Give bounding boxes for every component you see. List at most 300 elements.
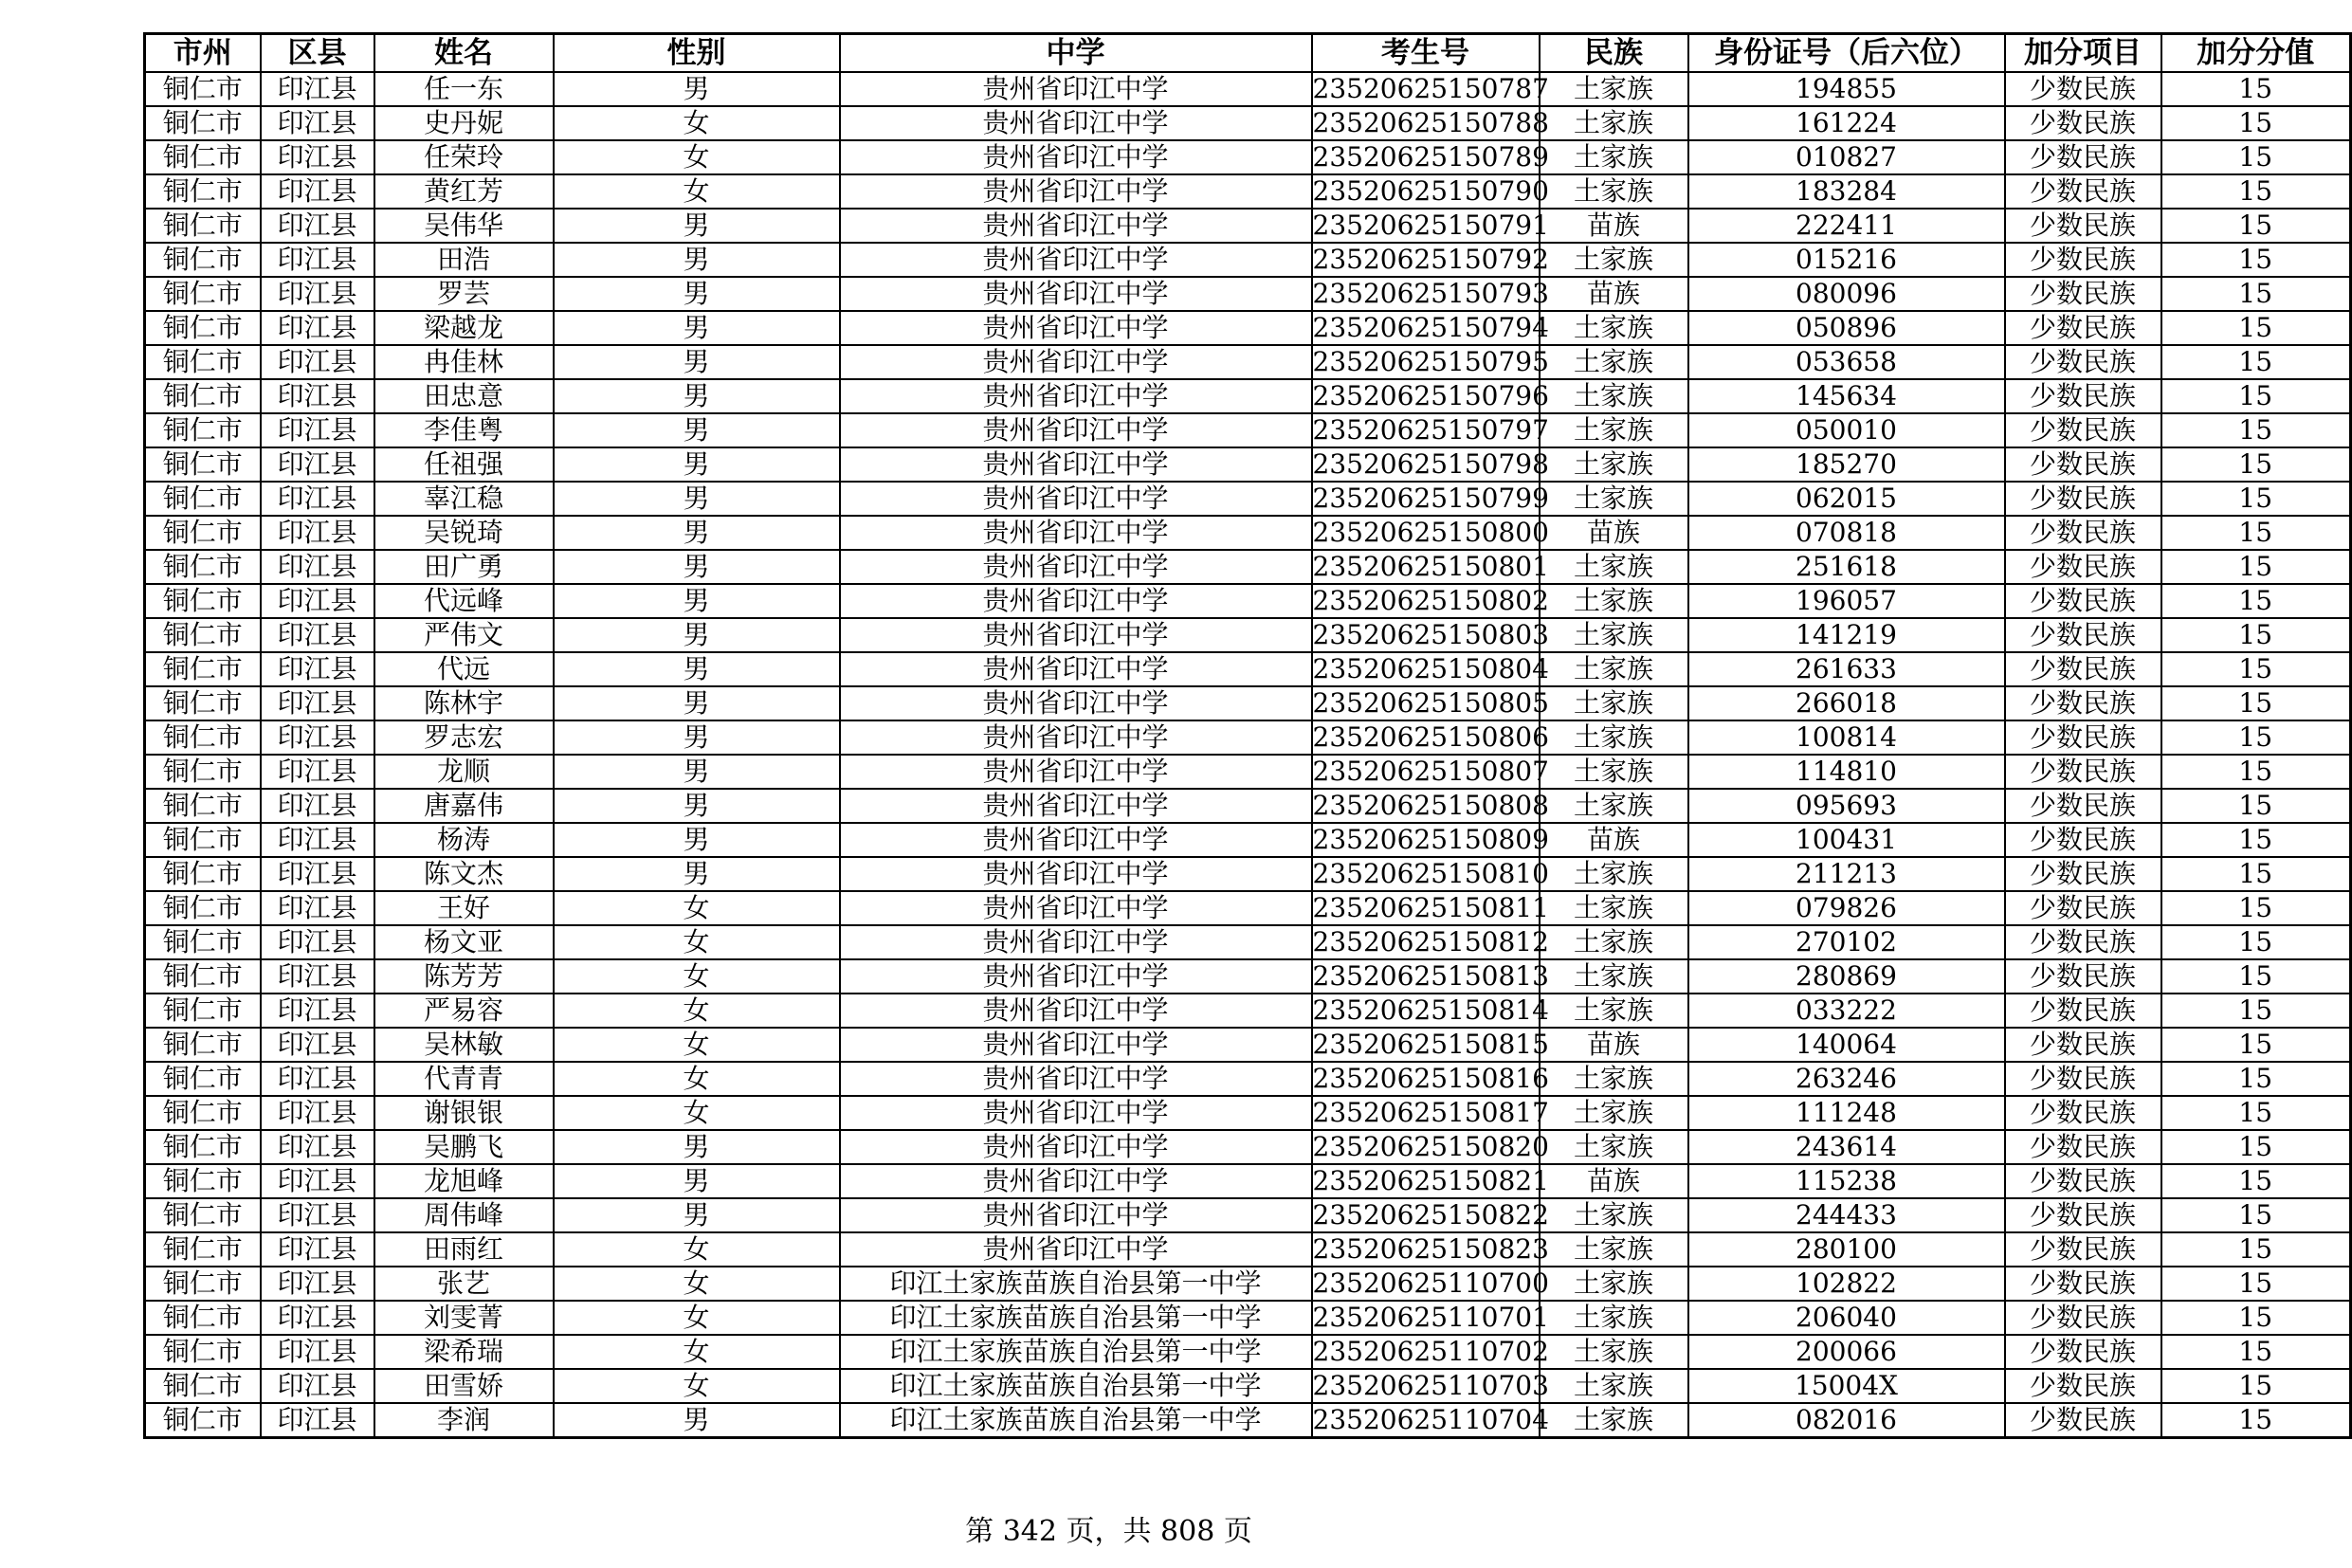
cell-city: 铜仁市 [145, 925, 261, 959]
cell-ethnicity: 土家族 [1540, 379, 1688, 413]
cell-gender: 男 [554, 413, 840, 447]
cell-school: 贵州省印江中学 [840, 1028, 1312, 1062]
cell-ethnicity: 土家族 [1540, 72, 1688, 106]
cell-id-last-six: 140064 [1688, 1028, 2005, 1062]
cell-school: 贵州省印江中学 [840, 686, 1312, 720]
cell-ethnicity: 土家族 [1540, 106, 1688, 140]
cell-id-last-six: 111248 [1688, 1096, 2005, 1130]
cell-gender: 女 [554, 891, 840, 925]
cell-school: 贵州省印江中学 [840, 174, 1312, 209]
cell-gender: 男 [554, 243, 840, 277]
cell-bonus-points: 15 [2161, 891, 2351, 925]
table-row [145, 140, 2351, 174]
table-row [145, 1335, 2351, 1369]
cell-gender: 女 [554, 1369, 840, 1403]
cell-city: 铜仁市 [145, 618, 261, 652]
cell-city: 铜仁市 [145, 823, 261, 857]
cell-school: 贵州省印江中学 [840, 1198, 1312, 1232]
cell-ethnicity: 土家族 [1540, 994, 1688, 1028]
cell-gender: 男 [554, 516, 840, 550]
cell-ethnicity: 土家族 [1540, 1403, 1688, 1438]
cell-gender: 男 [554, 447, 840, 482]
cell-bonus-points: 15 [2161, 311, 2351, 345]
cell-school: 贵州省印江中学 [840, 1130, 1312, 1164]
cell-school: 贵州省印江中学 [840, 1096, 1312, 1130]
cell-ethnicity: 土家族 [1540, 618, 1688, 652]
table-header [145, 34, 2351, 73]
table-row [145, 1301, 2351, 1335]
cell-id-last-six: 261633 [1688, 652, 2005, 686]
cell-bonus-points: 15 [2161, 1267, 2351, 1301]
cell-exam-number: 23520625150820 [1312, 1131, 1549, 1162]
cell-exam-number: 23520625150788 [1312, 107, 1549, 138]
table-row [145, 755, 2351, 789]
cell-name: 陈林宇 [374, 686, 554, 720]
table-row [145, 1028, 2351, 1062]
cell-name: 龙旭峰 [374, 1164, 554, 1198]
cell-name: 罗志宏 [374, 720, 554, 755]
cell-county: 印江县 [261, 447, 374, 482]
cell-exam-number: 23520625150822 [1312, 1199, 1549, 1231]
cell-id-last-six: 183284 [1688, 174, 2005, 209]
cell-bonus-item: 少数民族 [2005, 482, 2161, 516]
cell-ethnicity: 土家族 [1540, 891, 1688, 925]
cell-id-last-six: 244433 [1688, 1198, 2005, 1232]
cell-gender: 男 [554, 345, 840, 379]
cell-county: 印江县 [261, 72, 374, 106]
cell-city: 铜仁市 [145, 720, 261, 755]
cell-city: 铜仁市 [145, 1267, 261, 1301]
cell-exam-number: 23520625150796 [1312, 380, 1549, 411]
cell-id-last-six: 222411 [1688, 209, 2005, 243]
cell-county: 印江县 [261, 1198, 374, 1232]
header-exam-number: 考生号 [1312, 34, 1540, 73]
table-row [145, 345, 2351, 379]
cell-ethnicity: 土家族 [1540, 413, 1688, 447]
cell-bonus-points: 15 [2161, 413, 2351, 447]
cell-exam-number: 23520625150811 [1312, 892, 1549, 923]
cell-school: 贵州省印江中学 [840, 550, 1312, 584]
cell-school: 贵州省印江中学 [840, 209, 1312, 243]
cell-bonus-item: 少数民族 [2005, 755, 2161, 789]
cell-city: 铜仁市 [145, 891, 261, 925]
cell-id-last-six: 070818 [1688, 516, 2005, 550]
cell-school: 贵州省印江中学 [840, 823, 1312, 857]
cell-gender: 男 [554, 209, 840, 243]
cell-bonus-item: 少数民族 [2005, 243, 2161, 277]
cell-exam-number: 23520625150795 [1312, 346, 1549, 377]
cell-exam-number: 23520625150807 [1312, 756, 1549, 787]
table-row [145, 891, 2351, 925]
cell-county: 印江县 [261, 1062, 374, 1096]
cell-gender: 男 [554, 1130, 840, 1164]
cell-city: 铜仁市 [145, 1130, 261, 1164]
cell-gender: 男 [554, 277, 840, 311]
cell-id-last-six: 194855 [1688, 72, 2005, 106]
table-row [145, 1062, 2351, 1096]
cell-gender: 男 [554, 1403, 840, 1438]
table-row [145, 482, 2351, 516]
cell-exam-number: 23520625150790 [1312, 175, 1549, 207]
cell-bonus-item: 少数民族 [2005, 584, 2161, 618]
cell-bonus-item: 少数民族 [2005, 379, 2161, 413]
cell-bonus-points: 15 [2161, 1301, 2351, 1335]
cell-ethnicity: 苗族 [1540, 823, 1688, 857]
cell-name: 任一东 [374, 72, 554, 106]
cell-id-last-six: 206040 [1688, 1301, 2005, 1335]
cell-exam-number: 23520625150802 [1312, 585, 1549, 616]
cell-city: 铜仁市 [145, 1096, 261, 1130]
cell-city: 铜仁市 [145, 482, 261, 516]
cell-exam-number: 23520625110703 [1312, 1370, 1549, 1401]
cell-school: 贵州省印江中学 [840, 72, 1312, 106]
cell-bonus-item: 少数民族 [2005, 1028, 2161, 1062]
cell-bonus-points: 15 [2161, 584, 2351, 618]
cell-gender: 男 [554, 1164, 840, 1198]
cell-school: 印江土家族苗族自治县第一中学 [840, 1301, 1312, 1335]
header-gender: 性别 [554, 34, 840, 73]
cell-ethnicity: 土家族 [1540, 686, 1688, 720]
cell-city: 铜仁市 [145, 959, 261, 994]
cell-gender: 男 [554, 72, 840, 106]
cell-exam-number: 23520625150804 [1312, 653, 1549, 684]
table-row [145, 209, 2351, 243]
cell-bonus-item: 少数民族 [2005, 720, 2161, 755]
header-row [145, 34, 2351, 73]
cell-bonus-points: 15 [2161, 1232, 2351, 1267]
cell-bonus-item: 少数民族 [2005, 140, 2161, 174]
cell-school: 贵州省印江中学 [840, 1062, 1312, 1096]
table-row [145, 994, 2351, 1028]
table-row [145, 720, 2351, 755]
cell-ethnicity: 土家族 [1540, 140, 1688, 174]
cell-exam-number: 23520625150816 [1312, 1063, 1549, 1094]
table-row [145, 516, 2351, 550]
cell-exam-number: 23520625110704 [1312, 1403, 1540, 1438]
table-row [145, 243, 2351, 277]
cell-county: 印江县 [261, 1301, 374, 1335]
cell-ethnicity: 苗族 [1540, 209, 1688, 243]
cell-id-last-six: 263246 [1688, 1062, 2005, 1096]
cell-exam-number: 23520625150806 [1312, 721, 1549, 753]
cell-exam-number: 23520625150805 [1312, 687, 1549, 719]
table-row [145, 925, 2351, 959]
cell-school: 印江土家族苗族自治县第一中学 [840, 1403, 1312, 1438]
cell-bonus-item: 少数民族 [2005, 106, 2161, 140]
cell-ethnicity: 土家族 [1540, 925, 1688, 959]
cell-gender: 男 [554, 755, 840, 789]
cell-gender: 女 [554, 959, 840, 994]
cell-bonus-points: 15 [2161, 652, 2351, 686]
cell-city: 铜仁市 [145, 72, 261, 106]
cell-name: 李佳粤 [374, 413, 554, 447]
cell-bonus-points: 15 [2161, 243, 2351, 277]
cell-bonus-points: 15 [2161, 959, 2351, 994]
cell-bonus-points: 15 [2161, 857, 2351, 891]
cell-id-last-six: 145634 [1688, 379, 2005, 413]
cell-ethnicity: 土家族 [1540, 789, 1688, 823]
cell-bonus-points: 15 [2161, 1198, 2351, 1232]
table-row [145, 1232, 2351, 1267]
header-id-last-six: 身份证号（后六位） [1688, 34, 2005, 73]
cell-ethnicity: 土家族 [1540, 755, 1688, 789]
cell-city: 铜仁市 [145, 277, 261, 311]
table-row [145, 1369, 2351, 1403]
cell-county: 印江县 [261, 106, 374, 140]
cell-county: 印江县 [261, 1130, 374, 1164]
cell-county: 印江县 [261, 1232, 374, 1267]
cell-exam-number: 23520625150800 [1312, 517, 1549, 548]
cell-school: 贵州省印江中学 [840, 482, 1312, 516]
table-row [145, 584, 2351, 618]
cell-city: 铜仁市 [145, 1369, 261, 1403]
cell-name: 田忠意 [374, 379, 554, 413]
cell-school: 贵州省印江中学 [840, 584, 1312, 618]
cell-ethnicity: 土家族 [1540, 1130, 1688, 1164]
cell-school: 贵州省印江中学 [840, 755, 1312, 789]
table-row [145, 1403, 2351, 1438]
cell-ethnicity: 土家族 [1540, 1335, 1688, 1369]
table-row [145, 1198, 2351, 1232]
cell-county: 印江县 [261, 550, 374, 584]
cell-id-last-six: 095693 [1688, 789, 2005, 823]
cell-id-last-six: 100814 [1688, 720, 2005, 755]
cell-bonus-item: 少数民族 [2005, 891, 2161, 925]
table-row [145, 413, 2351, 447]
cell-gender: 女 [554, 1301, 840, 1335]
cell-bonus-item: 少数民族 [2005, 72, 2161, 106]
cell-county: 印江县 [261, 1403, 374, 1438]
table-row [145, 1130, 2351, 1164]
cell-id-last-six: 141219 [1688, 618, 2005, 652]
cell-bonus-item: 少数民族 [2005, 1232, 2161, 1267]
cell-gender: 女 [554, 925, 840, 959]
cell-bonus-points: 15 [2161, 1164, 2351, 1198]
cell-bonus-item: 少数民族 [2005, 823, 2161, 857]
cell-gender: 男 [554, 618, 840, 652]
table-row [145, 823, 2351, 857]
cell-exam-number: 23520625150810 [1312, 858, 1549, 889]
cell-id-last-six: 196057 [1688, 584, 2005, 618]
cell-gender: 男 [554, 789, 840, 823]
table-row [145, 1164, 2351, 1198]
cell-bonus-item: 少数民族 [2005, 447, 2161, 482]
cell-gender: 男 [554, 823, 840, 857]
cell-ethnicity: 土家族 [1540, 1096, 1688, 1130]
header-bonus-points: 加分分值 [2161, 34, 2351, 73]
cell-county: 印江县 [261, 516, 374, 550]
cell-bonus-item: 少数民族 [2005, 1062, 2161, 1096]
cell-bonus-points: 15 [2161, 1062, 2351, 1096]
cell-ethnicity: 土家族 [1540, 1301, 1688, 1335]
cell-bonus-points: 15 [2161, 516, 2351, 550]
cell-name: 周伟峰 [374, 1198, 554, 1232]
cell-ethnicity: 苗族 [1540, 277, 1688, 311]
cell-exam-number: 23520625110701 [1312, 1302, 1549, 1333]
cell-exam-number: 23520625150793 [1312, 278, 1549, 309]
cell-id-last-six: 280869 [1688, 959, 2005, 994]
cell-id-last-six: 050896 [1688, 311, 2005, 345]
cell-city: 铜仁市 [145, 1301, 261, 1335]
cell-id-last-six: 053658 [1688, 345, 2005, 379]
cell-exam-number: 23520625150821 [1312, 1165, 1549, 1196]
cell-exam-number: 23520625150808 [1312, 790, 1549, 821]
cell-gender: 女 [554, 106, 840, 140]
cell-id-last-six: 062015 [1688, 482, 2005, 516]
cell-name: 梁越龙 [374, 311, 554, 345]
cell-name: 吴林敏 [374, 1028, 554, 1062]
cell-county: 印江县 [261, 652, 374, 686]
cell-city: 铜仁市 [145, 1403, 261, 1438]
cell-county: 印江县 [261, 1267, 374, 1301]
cell-city: 铜仁市 [145, 413, 261, 447]
cell-bonus-item: 少数民族 [2005, 652, 2161, 686]
cell-bonus-item: 少数民族 [2005, 1096, 2161, 1130]
cell-school: 贵州省印江中学 [840, 311, 1312, 345]
cell-ethnicity: 土家族 [1540, 174, 1688, 209]
cell-bonus-points: 15 [2161, 140, 2351, 174]
cell-school: 贵州省印江中学 [840, 413, 1312, 447]
cell-city: 铜仁市 [145, 1164, 261, 1198]
cell-name: 田雪娇 [374, 1369, 554, 1403]
cell-county: 印江县 [261, 379, 374, 413]
cell-city: 铜仁市 [145, 1232, 261, 1267]
cell-bonus-item: 少数民族 [2005, 413, 2161, 447]
cell-ethnicity: 土家族 [1540, 311, 1688, 345]
cell-county: 印江县 [261, 277, 374, 311]
cell-ethnicity: 土家族 [1540, 857, 1688, 891]
cell-school: 贵州省印江中学 [840, 1164, 1312, 1198]
cell-ethnicity: 土家族 [1540, 720, 1688, 755]
cell-city: 铜仁市 [145, 857, 261, 891]
cell-county: 印江县 [261, 345, 374, 379]
cell-id-last-six: 115238 [1688, 1164, 2005, 1198]
cell-city: 铜仁市 [145, 686, 261, 720]
cell-exam-number: 23520625150803 [1312, 619, 1549, 650]
cell-city: 铜仁市 [145, 516, 261, 550]
cell-id-last-six: 266018 [1688, 686, 2005, 720]
cell-ethnicity: 土家族 [1540, 959, 1688, 994]
cell-exam-number: 23520625150809 [1312, 824, 1549, 855]
cell-bonus-item: 少数民族 [2005, 1301, 2161, 1335]
cell-city: 铜仁市 [145, 789, 261, 823]
cell-ethnicity: 土家族 [1540, 550, 1688, 584]
cell-ethnicity: 苗族 [1540, 516, 1688, 550]
cell-exam-number: 23520625150792 [1312, 244, 1549, 275]
cell-bonus-points: 15 [2161, 1028, 2351, 1062]
cell-bonus-points: 15 [2161, 1335, 2351, 1369]
cell-ethnicity: 土家族 [1540, 1267, 1688, 1301]
cell-exam-number: 23520625150789 [1312, 141, 1549, 173]
cell-gender: 女 [554, 140, 840, 174]
cell-id-last-six: 033222 [1688, 994, 2005, 1028]
cell-id-last-six: 185270 [1688, 447, 2005, 482]
cell-name: 唐嘉伟 [374, 789, 554, 823]
cell-gender: 男 [554, 311, 840, 345]
cell-county: 印江县 [261, 1335, 374, 1369]
cell-bonus-item: 少数民族 [2005, 1403, 2161, 1438]
cell-school: 贵州省印江中学 [840, 345, 1312, 379]
cell-school: 印江土家族苗族自治县第一中学 [840, 1335, 1312, 1369]
cell-bonus-item: 少数民族 [2005, 174, 2161, 209]
cell-name: 张艺 [374, 1267, 554, 1301]
cell-bonus-points: 15 [2161, 994, 2351, 1028]
cell-school: 贵州省印江中学 [840, 243, 1312, 277]
cell-id-last-six: 15004X [1688, 1369, 2005, 1403]
cell-ethnicity: 苗族 [1540, 1028, 1688, 1062]
cell-name: 吴伟华 [374, 209, 554, 243]
cell-county: 印江县 [261, 755, 374, 789]
cell-id-last-six: 100431 [1688, 823, 2005, 857]
cell-bonus-points: 15 [2161, 209, 2351, 243]
cell-id-last-six: 270102 [1688, 925, 2005, 959]
cell-school: 印江土家族苗族自治县第一中学 [840, 1267, 1312, 1301]
cell-exam-number: 23520625110702 [1312, 1336, 1549, 1367]
cell-county: 印江县 [261, 959, 374, 994]
cell-name: 李润 [374, 1403, 554, 1438]
table-row [145, 277, 2351, 311]
cell-gender: 男 [554, 720, 840, 755]
cell-county: 印江县 [261, 891, 374, 925]
cell-county: 印江县 [261, 209, 374, 243]
cell-school: 贵州省印江中学 [840, 652, 1312, 686]
cell-bonus-item: 少数民族 [2005, 959, 2161, 994]
cell-bonus-item: 少数民族 [2005, 857, 2161, 891]
table-row [145, 789, 2351, 823]
cell-bonus-points: 15 [2161, 686, 2351, 720]
cell-county: 印江县 [261, 482, 374, 516]
cell-name: 代远 [374, 652, 554, 686]
cell-county: 印江县 [261, 584, 374, 618]
cell-school: 贵州省印江中学 [840, 789, 1312, 823]
cell-city: 铜仁市 [145, 994, 261, 1028]
cell-bonus-points: 15 [2161, 755, 2351, 789]
cell-gender: 女 [554, 174, 840, 209]
cell-name: 田广勇 [374, 550, 554, 584]
cell-bonus-points: 15 [2161, 925, 2351, 959]
cell-exam-number: 23520625150812 [1312, 926, 1549, 957]
cell-bonus-points: 15 [2161, 277, 2351, 311]
cell-bonus-item: 少数民族 [2005, 550, 2161, 584]
cell-ethnicity: 土家族 [1540, 447, 1688, 482]
cell-name: 史丹妮 [374, 106, 554, 140]
cell-name: 陈文杰 [374, 857, 554, 891]
cell-county: 印江县 [261, 823, 374, 857]
cell-name: 田雨红 [374, 1232, 554, 1267]
cell-exam-number: 23520625150791 [1312, 210, 1549, 241]
cell-city: 铜仁市 [145, 311, 261, 345]
cell-name: 吴锐琦 [374, 516, 554, 550]
cell-city: 铜仁市 [145, 140, 261, 174]
cell-id-last-six: 082016 [1688, 1403, 2005, 1438]
cell-ethnicity: 苗族 [1540, 1164, 1688, 1198]
cell-exam-number: 23520625150799 [1312, 483, 1549, 514]
table-row [145, 447, 2351, 482]
cell-exam-number: 23520625150797 [1312, 414, 1549, 446]
cell-id-last-six: 211213 [1688, 857, 2005, 891]
cell-name: 任荣玲 [374, 140, 554, 174]
cell-bonus-points: 15 [2161, 789, 2351, 823]
cell-bonus-item: 少数民族 [2005, 209, 2161, 243]
cell-name: 冉佳林 [374, 345, 554, 379]
cell-city: 铜仁市 [145, 209, 261, 243]
cell-bonus-item: 少数民族 [2005, 994, 2161, 1028]
cell-name: 黄红芳 [374, 174, 554, 209]
cell-school: 贵州省印江中学 [840, 277, 1312, 311]
cell-name: 谢银银 [374, 1096, 554, 1130]
cell-name: 代远峰 [374, 584, 554, 618]
cell-city: 铜仁市 [145, 447, 261, 482]
